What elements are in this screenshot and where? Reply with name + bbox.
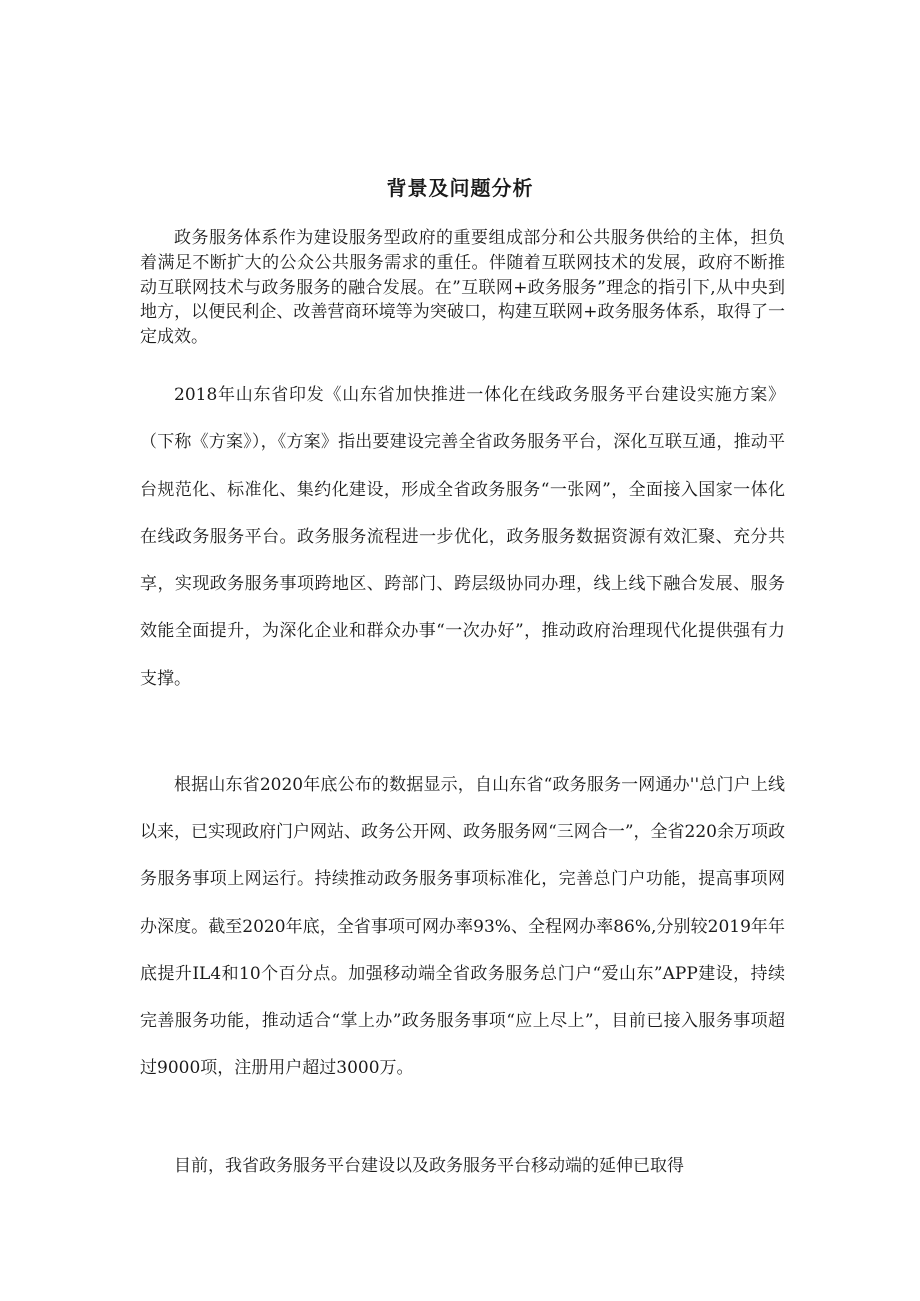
paragraph-3: 根据山东省2020年底公布的数据显示，自山东省“政务服务一网通办''总门户上线以来，已实现政府门户网站、政务公开网、政务服务网“三网合一”，全省220余万项政务服务事项上网运行。持续推动政务服务事项标准化，完善总门户功能，提高事项网办深度。截至2020年底，全省事项可网办率93%、全程网办率86%,分别较2019年年底提升IL4和10个百分点。加强移动端全省政务服务总门户“爱山东”APP建设，持续完善服务功能，推动适合“掌上办”政务服务事项“应上尽上”，目前已接入服务事项超过9000项，注册用户超过3000万。 [140,775,785,1079]
paragraph-1: 政务服务体系作为建设服务型政府的重要组成部分和公共服务供给的主体，担负着满足不断扩大的公众公共服务需求的重任。伴随着互联网技术的发展，政府不断推动互联网技术与政务服务的融合发展。在”互联网+政务服务”理念的指引下,从中央到地方，以便民利企、改善营商环境等为突破口，构建互联网+政务服务体系，取得了一定成效。 [140,228,785,348]
paragraph-4: 目前，我省政务服务平台建设以及政务服务平台移动端的延伸已取得 [174,1156,684,1176]
paragraph-2: 2018年山东省印发《山东省加快推进一体化在线政务服务平台建设实施方案》（下称《方案》），《方案》指出要建设完善全省政务服务平台，深化互联互通，推动平台规范化、标准化、集约化建设，形成全省政务服务“一张网”，全面接入国家一体化在线政务服务平台。政务服务流程进一步优化，政务服务数据资源有效汇聚、充分共享，实现政务服务事项跨地区、跨部门、跨层级协同办理，线上线下融合发展、服务效能全面提升，为深化企业和群众办事“一次办好”，推动政府治理现代化提供强有力支撑。 [140,385,785,689]
document-title: 背景及问题分析 [386,176,534,200]
